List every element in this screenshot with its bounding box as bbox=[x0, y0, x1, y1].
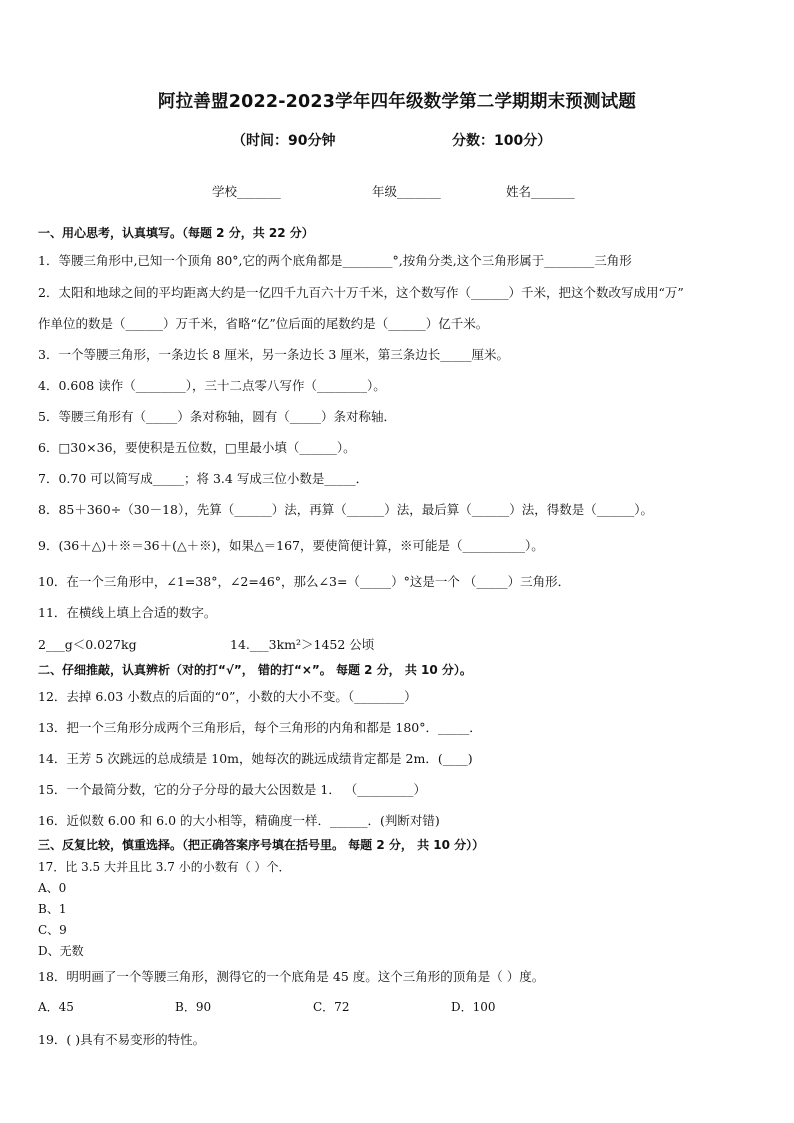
question-2-line-2: 作单位的数是（______）万千米，省略“亿”位后面的尾数约是（______）亿千米。 bbox=[38, 316, 489, 331]
exam-score: 分数：100分） bbox=[452, 133, 552, 149]
question-18-option-b: B．90 bbox=[175, 1000, 212, 1014]
question-6: 6．□30×36，要使积是五位数，□里最小填（______）。 bbox=[38, 440, 356, 455]
section-3-heading: 三、反复比较，慎重选择。（把正确答案序号填在括号里。 每题 2 分， 共 10 分）） bbox=[38, 838, 485, 852]
question-15: 15．一个最简分数，它的分子分母的最大公因数是 1． （_________） bbox=[38, 782, 427, 797]
question-18-option-a: A．45 bbox=[38, 1000, 74, 1014]
question-5: 5．等腰三角形有（_____）条对称轴，圆有（_____）条对称轴． bbox=[38, 409, 396, 424]
question-11: 11．在横线上填上合适的数字。 bbox=[38, 605, 217, 620]
question-14: 14．王芳 5 次跳远的总成绩是 10m，她每次的跳远成绩肯定都是 2m．(____) bbox=[38, 751, 473, 766]
question-13: 13．把一个三角形分成两个三角形后，每个三角形的内角和都是 180°．_____． bbox=[38, 720, 482, 735]
question-16: 16．近似数 6.00 和 6.0 的大小相等，精确度一样．______．(判断对错) bbox=[38, 813, 440, 828]
question-12: 12．去掉 6.03 小数点的后面的“0”，小数的大小不变。（________） bbox=[38, 689, 417, 704]
question-17-option-c: C、9 bbox=[38, 923, 67, 937]
question-7: 7．0.70 可以简写成_____；将 3.4 写成三位小数是_____． bbox=[38, 471, 369, 486]
question-17: 17．比 3.5 大并且比 3.7 小的小数有（ ）个． bbox=[38, 860, 291, 874]
section-2-heading: 二、仔细推敲，认真辨析（对的打“√”， 错的打“×”。 每题 2 分， 共 10 分）。 bbox=[38, 663, 472, 677]
question-18: 18．明明画了一个等腰三角形，测得它的一个底角是 45 度。这个三角形的顶角是（ ）度。 bbox=[38, 969, 545, 984]
question-11-item-a: 2___g＜0.027kg bbox=[38, 637, 137, 652]
question-10: 10．在一个三角形中，∠1=38°，∠2=46°，那么∠3=（_____）°这是一个 （_____）三角形． bbox=[38, 574, 571, 589]
question-18-option-c: C．72 bbox=[313, 1000, 350, 1014]
question-11-item-b: 14.___3km²＞1452 公顷 bbox=[230, 637, 375, 652]
question-18-option-d: D．100 bbox=[451, 1000, 496, 1014]
question-17-option-a: A、0 bbox=[38, 881, 67, 895]
question-2-line-1: 2．太阳和地球之间的平均距离大约是一亿四千九百六十万千米，这个数写作（______）千米，把这个数改写成用“万” bbox=[38, 285, 684, 300]
question-9: 9．(36＋△)＋※＝36＋(△＋※)，如果△＝167，要使简便计算，※可能是（__________）。 bbox=[38, 538, 544, 553]
grade-field: 年级_______ bbox=[372, 184, 441, 199]
question-1: 1．等腰三角形中,已知一个顶角 80°,它的两个底角都是________°,按角分类,这个三角形属于________三角形 bbox=[38, 253, 632, 268]
page-title: 阿拉善盟2022-2023学年四年级数学第二学期期末预测试题 bbox=[157, 92, 637, 112]
question-17-option-b: B、1 bbox=[38, 902, 67, 916]
question-3: 3．一个等腰三角形，一条边长 8 厘米，另一条边长 3 厘米，第三条边长_____厘米。 bbox=[38, 347, 510, 362]
section-1-heading: 一、用心思考，认真填写。（每题 2 分，共 22 分） bbox=[38, 226, 314, 240]
name-field: 姓名_______ bbox=[506, 184, 575, 199]
school-field: 学校_______ bbox=[212, 184, 281, 199]
question-17-option-d: D、无数 bbox=[38, 944, 84, 958]
question-8: 8．85＋360÷（30－18），先算（______）法，再算（______）法，最后算（______）法，得数是（______）。 bbox=[38, 502, 654, 517]
question-19: 19．( )具有不易变形的特性。 bbox=[38, 1032, 206, 1047]
exam-time: （时间：90分钟 bbox=[232, 133, 336, 149]
question-4: 4．0.608 读作（________），三十二点零八写作（________）。 bbox=[38, 378, 386, 393]
